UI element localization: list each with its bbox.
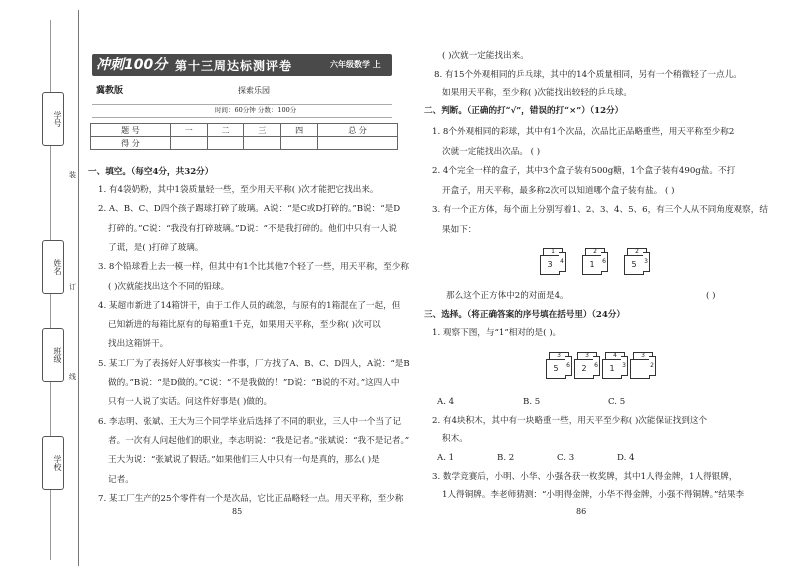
die-side-face: 6 xyxy=(593,356,600,376)
section-true-false: 二、判断。（正确的打“√”，错误的打“×”）（12分） xyxy=(424,106,624,116)
choice-q2-cont: 积木。 xyxy=(442,434,468,444)
exam-title: 第十三周达标测评卷 xyxy=(175,59,293,73)
die-front-face: 2 xyxy=(574,359,594,379)
page-number-right: 86 xyxy=(576,507,587,516)
judge3-statement: 那么这个正方体中2的对面是4。 xyxy=(446,291,569,301)
question-line: 已知新进的每箱比原有的每箱重1千克，如果用天平称，至少称( )次可以 xyxy=(108,320,381,331)
score-cell: 四 xyxy=(281,124,318,137)
question-line: 王大为说：“张斌说了假话。”如果他们三人中只有一句是真的，那么( )是 xyxy=(108,455,380,466)
section-choice: 三、选择。（将正确答案的序号填在括号里）（24分） xyxy=(424,310,626,320)
label-school: 学校 xyxy=(42,436,64,490)
seal-char-2: 订 xyxy=(69,283,76,291)
question-line: 7. 某工厂生产的25个零件有一个是次品，它比正品略轻一点。用天平称，至少称 xyxy=(98,493,404,504)
question-line: 如果用天平称，至少称( )次能找出较轻的乒乓球。 xyxy=(442,88,632,98)
score-value-row xyxy=(91,137,398,150)
die-front-face: 5 xyxy=(546,359,566,379)
edition-label: 冀教版 xyxy=(96,86,124,96)
choice-q2-option-c[interactable]: C. 3 xyxy=(557,453,575,463)
question-line: 做的。”B说：“是D做的。”C说：“不是我做的！”D说：“B说的不对。”这四人中 xyxy=(108,378,400,388)
die-top-face: 3 xyxy=(577,352,597,359)
die-top-face: 2 xyxy=(585,248,605,255)
brand-logo: 冲刺100分 xyxy=(96,57,168,73)
die-top-face: 3 xyxy=(633,352,653,359)
subtitle: 探索乐园 xyxy=(238,86,270,95)
choice-q2-option-d[interactable]: D. 4 xyxy=(617,453,635,463)
score-cell: 得 分 xyxy=(91,137,171,150)
question-line: 记者。 xyxy=(108,474,134,485)
score-input-cell[interactable] xyxy=(244,137,281,150)
question-line: 者。一次有人问起他们的职业，李志明说：“我是记者。”张斌说：“我不是记者。” xyxy=(108,435,410,446)
die-top-face: 1 xyxy=(543,248,563,255)
page-number-left: 85 xyxy=(232,507,243,516)
die-side-face: 3 xyxy=(643,252,650,272)
question-line: 1. 有4袋奶粉，其中1袋质量轻一些，至少用天平称( )次才能把它找出来。 xyxy=(98,185,379,195)
die-side-face: 4 xyxy=(559,252,566,272)
die-side-face: 6 xyxy=(601,252,608,272)
score-input-cell[interactable] xyxy=(281,137,318,150)
score-cell: 二 xyxy=(207,124,244,137)
seal-char-3: 线 xyxy=(69,373,76,381)
choice-q1: 1. 观察下图，与“1”相对的是( )。 xyxy=(432,328,562,338)
score-cell: 总 分 xyxy=(318,124,398,137)
choice-q3-cont: 1人得铜牌。李老师猜测：“小明得金牌，小华不得金牌，小强不得铜牌。”结果李 xyxy=(442,490,745,500)
choice-q3: 3. 数学竞赛后，小明、小华、小强各获一枚奖牌，其中1人得金牌，1人得银牌， xyxy=(432,472,738,482)
label-student-id: 学号 xyxy=(42,92,64,146)
die-top-face: 3 xyxy=(549,352,569,359)
choice-q2-option-a[interactable]: A. 1 xyxy=(437,453,455,463)
choice-q1-option-a[interactable]: A. 4 xyxy=(437,397,455,407)
die-side-face: 6 xyxy=(565,356,572,376)
question-line: 1. 8个外观相同的彩球，其中有1个次品，次品比正品略重些，用天平称至少称2 xyxy=(432,127,735,137)
question-line: 了谎，是( )打碎了玻璃。 xyxy=(108,242,204,253)
question-line: 次就一定能找出次品。 ( ) xyxy=(442,146,541,157)
question-line: 只有一人说了实话。问这件好事是( )做的。 xyxy=(108,397,273,408)
section-fill-blank: 一、填空。（每空4分，共32分） xyxy=(88,167,214,177)
grade-label: 六年级数学 上 xyxy=(330,59,381,69)
question-line: 开盒子，用天平称，最多称2次可以知道哪个盒子装有盐。 ( ) xyxy=(442,185,675,196)
question-line: 3. 8个铅球看上去一模一样，但其中有1个比其他7个轻了一些，用天平称，至少称 xyxy=(98,262,409,273)
choice-q1-option-b[interactable]: B. 5 xyxy=(523,397,541,407)
die-front-face xyxy=(630,359,650,379)
die-front-face: 1 xyxy=(582,255,602,275)
seal-char-1: 装 xyxy=(69,171,76,179)
choice-q1-option-c[interactable]: C. 5 xyxy=(608,397,626,407)
question-line: 打碎的。”C说：“我没有打碎玻璃。”D说：“不是我打碎的。他们中只有一人说 xyxy=(108,223,397,234)
score-cell: 三 xyxy=(244,124,281,137)
die-side-face: 2 xyxy=(649,356,656,376)
score-cell: 题 号 xyxy=(91,124,171,137)
question-line: 5. 某工厂为了表扬好人好事核实一件事，厂方找了A、B、C、D四人，A说：“是B xyxy=(98,358,410,369)
choice-q2-option-b[interactable]: B. 2 xyxy=(497,453,515,463)
die-front-face: 5 xyxy=(624,255,644,275)
die-top-face: 2 xyxy=(627,248,647,255)
die-side-face: 3 xyxy=(621,356,628,376)
question-line: 2. A、B、C、D四个孩子踢球打碎了玻璃。A说：“是C或D打碎的。”B说：“是D xyxy=(98,204,401,215)
question-line: 4. 某超市新进了14箱饼干，由于工作人员的疏忽，与原有的1箱混在了一起，但 xyxy=(98,300,401,311)
question-line: 找出这箱饼干。 xyxy=(108,339,169,350)
choice-q2: 2. 有4块积木，其中有一块略重一些，用天平至少称( )次能保证找到这个 xyxy=(432,416,708,426)
question-line: 果如下： xyxy=(442,224,477,235)
question-line: ( )次就能找出这个不同的铅球。 xyxy=(108,281,230,292)
score-header-row xyxy=(91,124,398,137)
score-table xyxy=(90,123,398,150)
die-top-face: 4 xyxy=(605,352,625,359)
score-input-cell[interactable] xyxy=(318,137,398,150)
die-front-face: 3 xyxy=(540,255,560,275)
judge3-paren[interactable]: ( ) xyxy=(706,291,716,301)
time-info: 时间：60分钟 分数：100分 xyxy=(215,106,297,114)
score-input-cell[interactable] xyxy=(170,137,207,150)
question-line: ( )次就一定能找出来。 xyxy=(442,51,529,61)
die-front-face: 1 xyxy=(602,359,622,379)
label-name: 姓名 xyxy=(42,240,64,294)
label-class: 班级 xyxy=(42,328,64,382)
score-input-cell[interactable] xyxy=(207,137,244,150)
question-line: 3. 有一个正方体，每个面上分别写着1、2、3、4、5、6，有三个人从不同角度观察，结 xyxy=(432,205,768,215)
question-line: 6. 李志明、张斌、王大为三个同学毕业后选择了不同的职业，三人中一个当了记 xyxy=(98,416,402,427)
score-cell: 一 xyxy=(170,124,207,137)
binding-line xyxy=(78,10,79,566)
question-line: 2. 4个完全一样的盒子，其中3个盒子装有500g糖，1个盒子装有490g盐。不打 xyxy=(432,166,736,176)
question-line: 8. 有15个外观相同的乒乓球，其中的14个质量相同，另有一个稍微轻了一点儿。 xyxy=(434,69,742,80)
